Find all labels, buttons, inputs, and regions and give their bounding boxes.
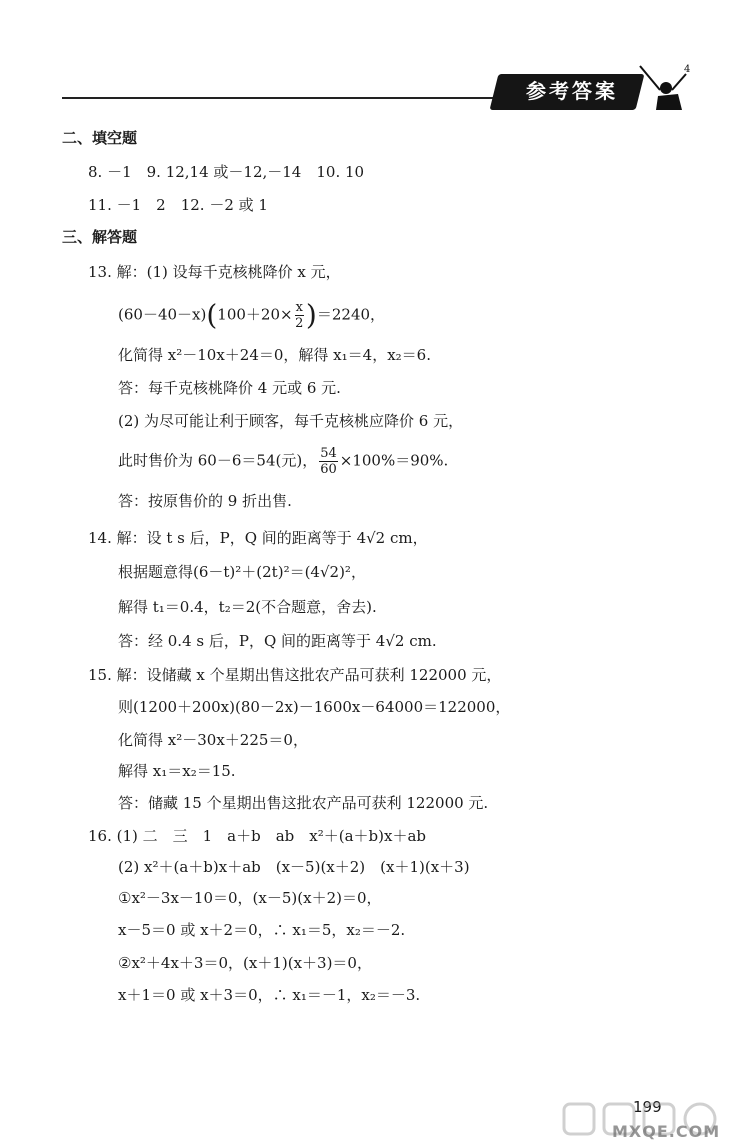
q13-fraction [295,300,304,331]
q13-l6-frac-bottom: 60 [320,462,337,477]
q14-line-4: 答：经 0.4 s 后，P，Q 间的距离等于 4√2 cm. [118,632,437,650]
q16-line-6: x＋1＝0 或 x＋3＝0，∴ x₁＝－1，x₂＝－3. [118,986,421,1004]
q15-line-2: 则(1200＋200x)(80－2x)－1600x－64000＝122000， [118,698,511,716]
q15-line-3: 化简得 x²－30x＋225＝0， [118,731,308,749]
answer-banner-label: 参考答案 [526,79,618,103]
q13-line-1: 13. 解：(1) 设每千克核桃降价 x 元， [88,263,341,281]
q16-line-2: (2) x²＋(a＋b)x＋ab (x－5)(x＋2) (x＋1)(x＋3) [118,858,470,876]
q13-equation [118,300,385,331]
q13-line-4: 答：每千克核桃降价 4 元或 6 元. [118,379,341,397]
fill-answers-line-1: 8. －1 9. 12,14 或－12,－14 10. 10 [88,163,365,181]
watermark-text: MXQE.COM [612,1122,721,1141]
q15-line-4: 解得 x₁＝x₂＝15. [118,762,236,780]
q15-line-1: 15. 解：设储藏 x 个星期出售这批农产品可获利 122000 元， [88,666,502,684]
q13-l6-fraction [319,446,338,477]
q16-line-4: x－5＝0 或 x＋2＝0，∴ x₁＝5，x₂＝－2. [118,921,406,939]
q13-line-3: 化简得 x²－10x＋24＝0，解得 x₁＝4，x₂＝6. [118,346,431,364]
q13-l6-right: ×100%＝90%. [339,451,449,470]
fill-answers-line-2: 11. －1 2 12. －2 或 1 [88,196,268,214]
q16-line-1: 16. (1) 二 三 1 a＋b ab x²＋(a＋b)x＋ab [88,827,426,845]
q13-l6-frac-top: 54 [320,446,337,461]
q13-line-6 [118,446,448,477]
q13-line-7: 答：按原售价的 9 折出售. [118,492,292,510]
section-title-solutions: 三、解答题 [62,228,138,246]
q13-eq-left: (60－40－x) [118,305,207,324]
section-title-fill-blank: 二、填空题 [62,129,138,147]
q14-line-3: 解得 t₁＝0.4，t₂＝2(不合题意，舍去). [118,598,377,616]
header-rule [62,97,502,99]
q13-frac-top: x [295,300,303,315]
left-paren: ( [206,298,218,332]
right-paren: ) [305,298,317,332]
q13-eq-mid: 100＋20× [217,305,293,324]
q15-line-5: 答：储藏 15 个星期出售这批农产品可获利 122000 元. [118,794,489,812]
q13-frac-bottom: 2 [295,316,304,331]
q16-line-3: ①x²－3x－10＝0，(x－5)(x＋2)＝0， [118,889,382,907]
q13-line-5: (2) 为尽可能让利于顾客，每千克核桃应降价 6 元， [118,412,464,430]
q13-l6-left: 此时售价为 60－6＝54(元)， [118,451,318,470]
page-number: 199 [633,1098,662,1116]
reading-figure-icon [636,60,692,112]
svg-text:4: 4 [684,64,691,75]
q13-eq-right: ＝2240， [316,305,386,324]
q14-line-1: 14. 解：设 t s 后，P，Q 间的距离等于 4√2 cm， [88,529,428,547]
q14-line-2: 根据题意得(6－t)²＋(2t)²＝(4√2)²， [118,563,366,581]
q16-line-5: ②x²＋4x＋3＝0，(x＋1)(x＋3)＝0， [118,954,372,972]
